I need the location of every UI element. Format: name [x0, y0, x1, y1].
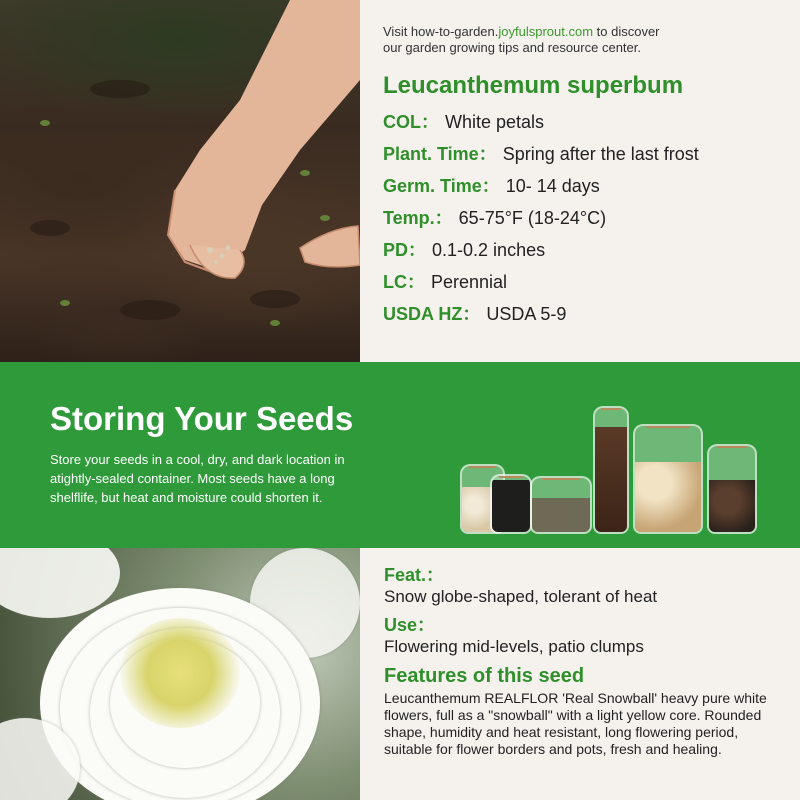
- site-link[interactable]: joyfulsprout.com: [498, 24, 594, 39]
- bottom-section: [0, 548, 800, 800]
- attr-key: PD：: [383, 240, 427, 260]
- plant-name: Leucanthemum superbum: [383, 72, 684, 99]
- use-text: Flowering mid-levels, patio clumps: [384, 637, 644, 656]
- attr-key: LC：: [383, 272, 425, 292]
- storing-seeds-banner: [0, 362, 800, 548]
- plant-info-panel: [383, 24, 788, 330]
- visit-line2: our garden growing tips and resource center.: [383, 40, 641, 55]
- feat-text: Snow globe-shaped, tolerant of heat: [384, 587, 658, 606]
- hand-illustration: [0, 0, 360, 362]
- visit-suffix: to discover: [593, 24, 660, 39]
- top-section: [0, 0, 800, 362]
- attr-key: Temp.：: [383, 208, 453, 228]
- attr-key: Plant. Time：: [383, 144, 497, 164]
- feat-label: Feat.：: [384, 565, 445, 585]
- attr-plant-time: [383, 138, 788, 170]
- attr-value: 10- 14 days: [505, 176, 600, 196]
- attr-value: Perennial: [431, 272, 508, 292]
- visit-notice: [383, 24, 788, 56]
- seed-jars-photo: [455, 384, 765, 534]
- attr-key: COL：: [383, 112, 439, 132]
- attr-value: USDA 5-9: [486, 304, 567, 324]
- features-text: Leucanthemum REALFLOR 'Real Snowball' heavy pure white flowers, full as a "snowball" with a light yellow core. Rounded shape, humidity and heat resistant, long flowering period, suitable for flower borders and pots, fresh and healing.: [384, 690, 767, 757]
- features-title: Features of this seed: [384, 665, 585, 687]
- attr-usda-zone: [383, 298, 788, 330]
- jar-mixed-seeds: [707, 444, 757, 534]
- use-label: Use：: [384, 615, 436, 635]
- banner-text: Store your seeds in a cool, dry, and dark location in atightly-sealed container. Most seeds have a long shelflife, but heat and moisture could shorten it.: [50, 452, 345, 505]
- attr-key: USDA HZ：: [383, 304, 481, 324]
- attr-color: [383, 106, 788, 138]
- attr-value: 0.1-0.2 inches: [432, 240, 546, 260]
- attr-germ-time: [383, 170, 788, 202]
- attr-temp: [383, 202, 788, 234]
- seed-description: [384, 564, 789, 758]
- snowball-flower-photo: [0, 548, 360, 800]
- attr-value: 65-75°F (18-24°C): [458, 208, 607, 228]
- jar-tall-dark-seeds: [593, 406, 629, 534]
- jar-pumpkin-seeds: [633, 424, 703, 534]
- attr-key: Germ. Time：: [383, 176, 500, 196]
- hand-sowing-seeds-photo: [0, 0, 360, 362]
- jar-fine-seeds: [530, 476, 592, 534]
- attr-value: White petals: [445, 112, 545, 132]
- attr-life-cycle: [383, 266, 788, 298]
- attr-planting-depth: [383, 234, 788, 266]
- plant-attributes: [383, 106, 788, 330]
- banner-title: Storing Your Seeds: [50, 400, 354, 437]
- attr-value: Spring after the last frost: [502, 144, 699, 164]
- visit-prefix: Visit how-to-garden.: [383, 24, 499, 39]
- jar-black-seeds: [490, 474, 532, 534]
